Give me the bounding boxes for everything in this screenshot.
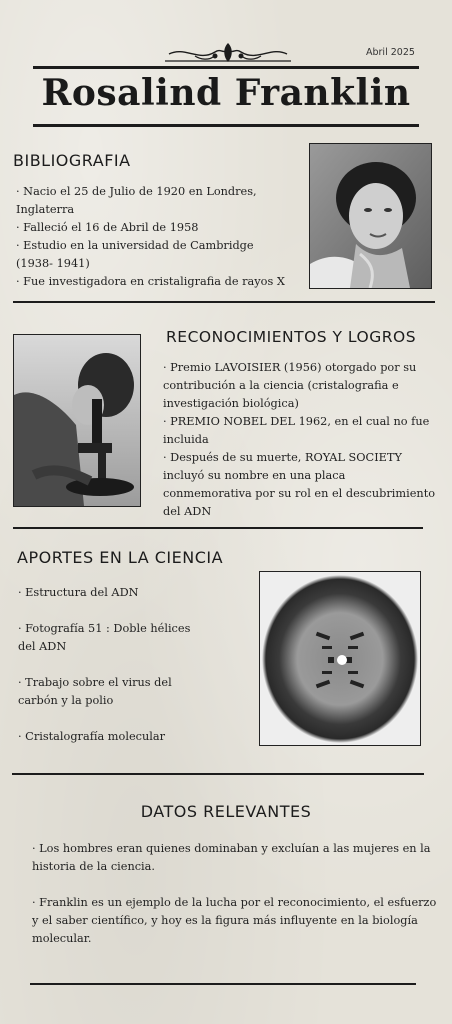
list-item: · Trabajo sobre el virus del carbón y la polio <box>18 676 172 707</box>
section-heading-datos: DATOS RELEVANTES <box>140 802 312 821</box>
aportes-list <box>18 584 238 746</box>
list-item: · Estudio en la universidad de Cambridge (1938- 1941) <box>16 239 254 270</box>
microscope-photo <box>13 334 141 507</box>
footer-rule <box>30 983 416 985</box>
list-item: · Los hombres eran quienes dominaban y excluían a las mujeres en la historia de la ciencia. <box>32 842 431 873</box>
ornament-flourish-icon <box>165 40 291 66</box>
list-item: · Franklin es un ejemplo de la lucha por el reconocimiento, el esfuerzo y el saber científico, y hoy es la figura más influyente en la biología molecular. <box>32 896 437 945</box>
list-item: · Falleció el 16 de Abril de 1958 <box>16 221 199 234</box>
portrait-photo <box>309 143 432 289</box>
reconocimientos-list <box>163 359 443 521</box>
list-item: · Cristalografía molecular <box>18 730 165 743</box>
bibliografia-list <box>16 183 301 291</box>
page-title: Rosalind Franklin <box>41 72 411 114</box>
section-divider <box>13 527 423 529</box>
list-item: · Premio LAVOISIER (1956) otorgado por su contribución a la ciencia (cristalografia e investigación biológica) <box>163 361 417 410</box>
issue-date: Abril 2025 <box>366 47 415 58</box>
list-item: · Nacio el 25 de Julio de 1920 en Londres, Inglaterra <box>16 185 257 216</box>
section-heading-bibliografia: BIBLIOGRAFIA <box>13 151 131 170</box>
section-heading-aportes: APORTES EN LA CIENCIA <box>17 548 224 567</box>
section-divider <box>13 301 435 303</box>
list-item: · Estructura del ADN <box>18 586 139 599</box>
list-item: · PREMIO NOBEL DEL 1962, en el cual no fue incluida <box>163 415 430 446</box>
title-top-rule <box>33 66 419 69</box>
xray-diffraction-photo <box>259 571 421 746</box>
section-divider <box>12 773 424 775</box>
datos-list <box>32 840 444 948</box>
section-heading-reconocimientos: RECONOCIMIENTOS Y LOGROS <box>166 328 417 346</box>
list-item: · Después de su muerte, ROYAL SOCIETY incluyó su nombre en una placa conmemorativa por su rol en el descubrimiento del ADN <box>163 451 436 518</box>
list-item: · Fotografía 51 : Doble hélices del ADN <box>18 622 191 653</box>
list-item: · Fue investigadora en cristaligrafia de rayos X <box>16 275 285 288</box>
title-bottom-rule <box>33 124 419 127</box>
